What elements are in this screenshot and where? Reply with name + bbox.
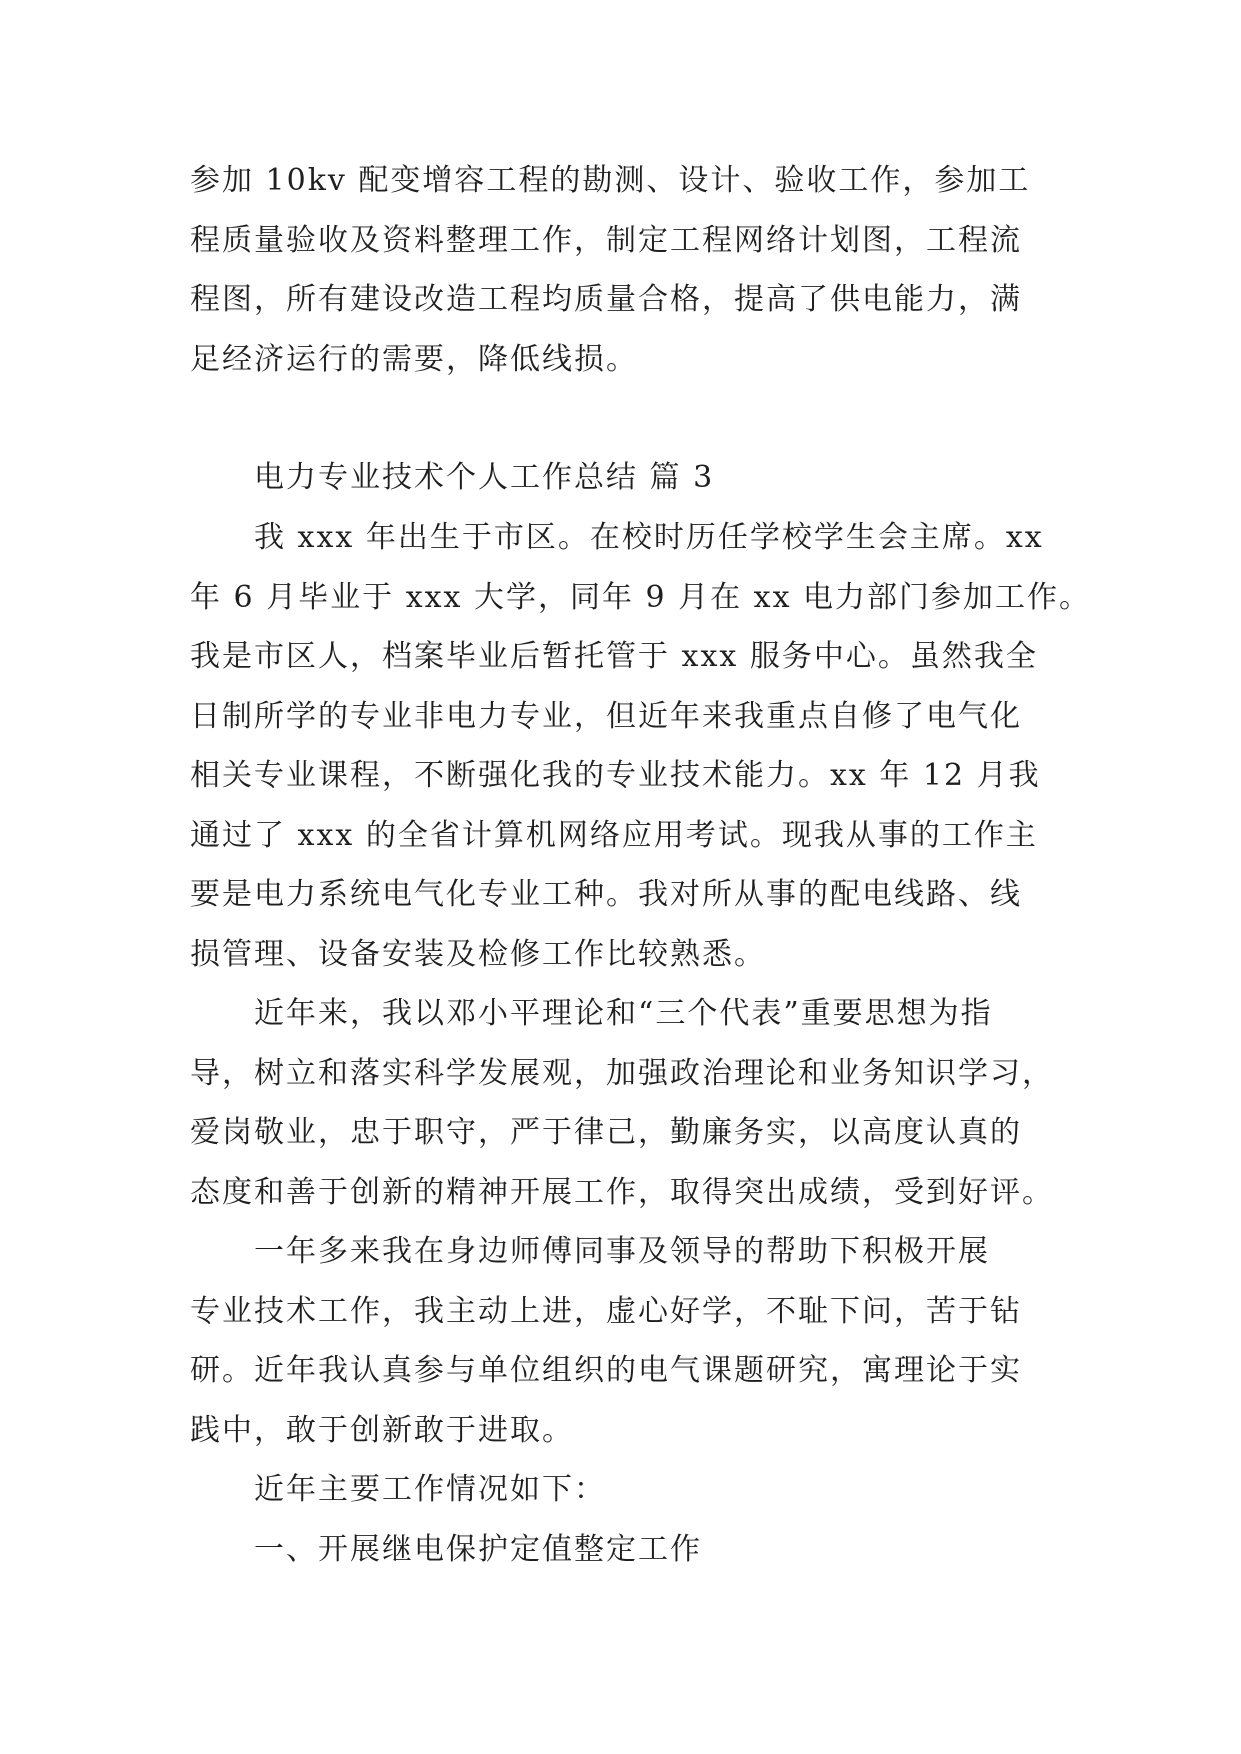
text-line: 要是电力系统电气化专业工种。我对所从事的配电线路、线 <box>190 877 1022 912</box>
text-line: 年 6 月毕业于 xxx 大学，同年 9 月在 xx 电力部门参加工作。 <box>190 579 1092 615</box>
text-line: 一年多来我在身边师傅同事及领导的帮助下积极开展 <box>254 1234 990 1269</box>
text-line: 态度和善于创新的精神开展工作，取得突出成绩，受到好评。 <box>190 1174 1054 1210</box>
paragraph-4 <box>190 1460 1060 1520</box>
text-line: 近年来，我以邓小平理论和“三个代表”重要思想为指 <box>254 996 993 1031</box>
text-line: 通过了 xxx 的全省计算机网络应用考试。现我从事的工作主 <box>190 817 1038 853</box>
paragraph-3 <box>190 1222 1060 1460</box>
text-line: 践中，敢于创新敢于进取。 <box>190 1412 574 1448</box>
text-line: 足经济运行的需要，降低线损。 <box>190 341 638 377</box>
text-line: 一、开展继电保护定值整定工作 <box>254 1532 702 1567</box>
text-line: 程质量验收及资料整理工作，制定工程网络计划图，工程流 <box>190 222 1022 258</box>
text-line: 损管理、设备安装及检修工作比较熟悉。 <box>190 936 766 972</box>
text-line: 近年主要工作情况如下： <box>254 1472 606 1507</box>
text-line: 我 xxx 年出生于市区。在校时历任学校学生会主席。xx <box>254 520 1044 555</box>
text-line: 专业技术工作，我主动上进，虚心好学，不耻下问，苦于钻 <box>190 1293 1022 1329</box>
text-line: 导，树立和落实科学发展观，加强政治理论和业务知识学习， <box>190 1055 1054 1091</box>
section-heading: 电力专业技术个人工作总结 篇 3 <box>254 460 715 495</box>
text-line: 参加 10kv 配变增容工程的勘测、设计、验收工作，参加工 <box>190 163 1031 198</box>
text-line: 爱岗敬业，忠于职守，严于律己，勤廉务实，以高度认真的 <box>190 1115 1022 1150</box>
paragraph-2 <box>190 984 1060 1222</box>
intro-paragraph <box>190 151 1060 389</box>
text-line: 相关专业课程，不断强化我的专业技术能力。xx 年 12 月我 <box>190 758 1041 793</box>
text-line: 我是市区人，档案毕业后暂托管于 xxx 服务中心。虽然我全 <box>190 639 1038 674</box>
paragraph-5 <box>190 1520 1060 1580</box>
text-line: 程图，所有建设改造工程均质量合格，提高了供电能力，满 <box>190 282 1022 317</box>
paragraph-1 <box>190 508 1092 984</box>
text-line: 研。近年我认真参与单位组织的电气课题研究，寓理论于实 <box>190 1353 1022 1388</box>
text-line: 日制所学的专业非电力专业，但近年来我重点自修了电气化 <box>190 698 1022 734</box>
